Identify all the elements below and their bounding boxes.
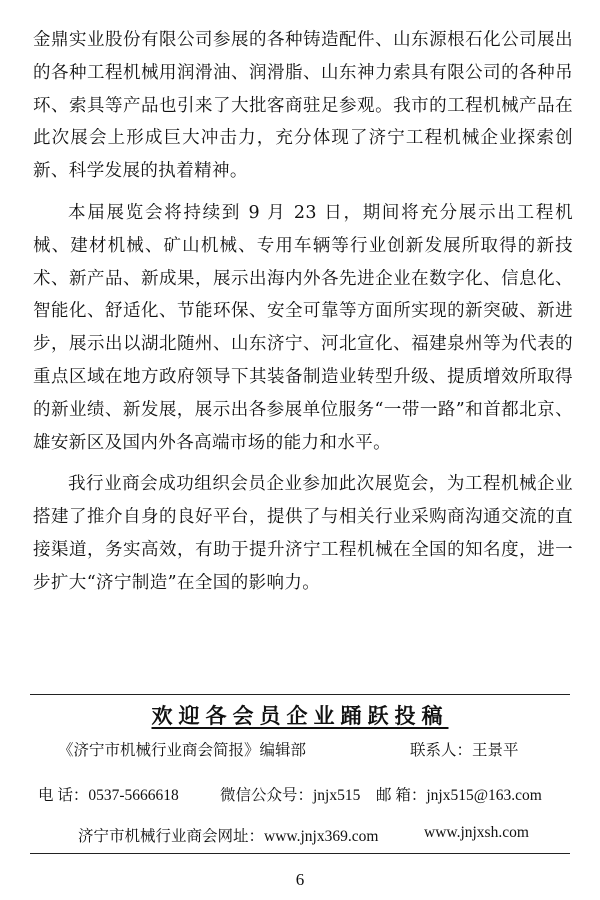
submission-banner: 欢迎各会员企业踊跃投稿 bbox=[151, 703, 449, 728]
wechat-account: 微信公众号：jnjx515 bbox=[220, 787, 361, 804]
article-body bbox=[33, 24, 573, 600]
editorial-office: 《济宁市机械行业商会简报》编辑部 bbox=[58, 741, 307, 759]
website-primary[interactable]: 济宁市机械行业商会网址：www.jnjx369.com bbox=[78, 828, 379, 845]
phone-number: 电 话：0537-5666618 bbox=[38, 787, 179, 804]
page-number: 6 bbox=[295, 870, 305, 889]
footer-top-divider bbox=[30, 694, 570, 695]
paragraph-exhibition-duration: 本届展览会将持续到 9 月 23 日，期间将充分展示出工程机械、建材机械、矿山机械、专用车辆等行业创新发展所取得的新技术、新产品、新成果，展示出海内外各先进企业在数字化、信息化、智能化、舒适化、节能环保、安全可靠等方面所实现的新突破、新进步，展示出以湖北随州、山东济宁、河北宣化、福建泉州等为代表的重点区域在地方政府领导下其装备制造业转型升级、提质增效所取得的新业绩、新发展，展示出各参展单位服务“一带一路”和首都北京、雄安新区及国内外各高端市场的能力和水平。 bbox=[33, 202, 573, 453]
paragraph-chamber-summary: 我行业商会成功组织会员企业参加此次展览会，为工程机械企业搭建了推介自身的良好平台，提供了与相关行业采购商沟通交流的直接渠道，务实高效，有助于提升济宁工程机械在全国的知名度，进一步扩大“济宁制造”在全国的影响力。 bbox=[33, 474, 573, 593]
contact-person: 联系人：王景平 bbox=[410, 741, 519, 759]
footer-bottom-divider bbox=[30, 853, 570, 854]
paragraph-continuation: 金鼎实业股份有限公司参展的各种铸造配件、山东源根石化公司展出的各种工程机械用润滑油、润滑脂、山东神力索具有限公司的各种吊环、索具等产品也引来了大批客商驻足参观。我市的工程机械产品在此次展会上形成巨大冲击力，充分体现了济宁工程机械企业探索创新、科学发展的执着精神。 bbox=[33, 30, 573, 182]
email-address: 邮 箱：jnjx515@163.com bbox=[376, 787, 542, 804]
website-secondary[interactable]: www.jnjxsh.com bbox=[424, 824, 529, 841]
